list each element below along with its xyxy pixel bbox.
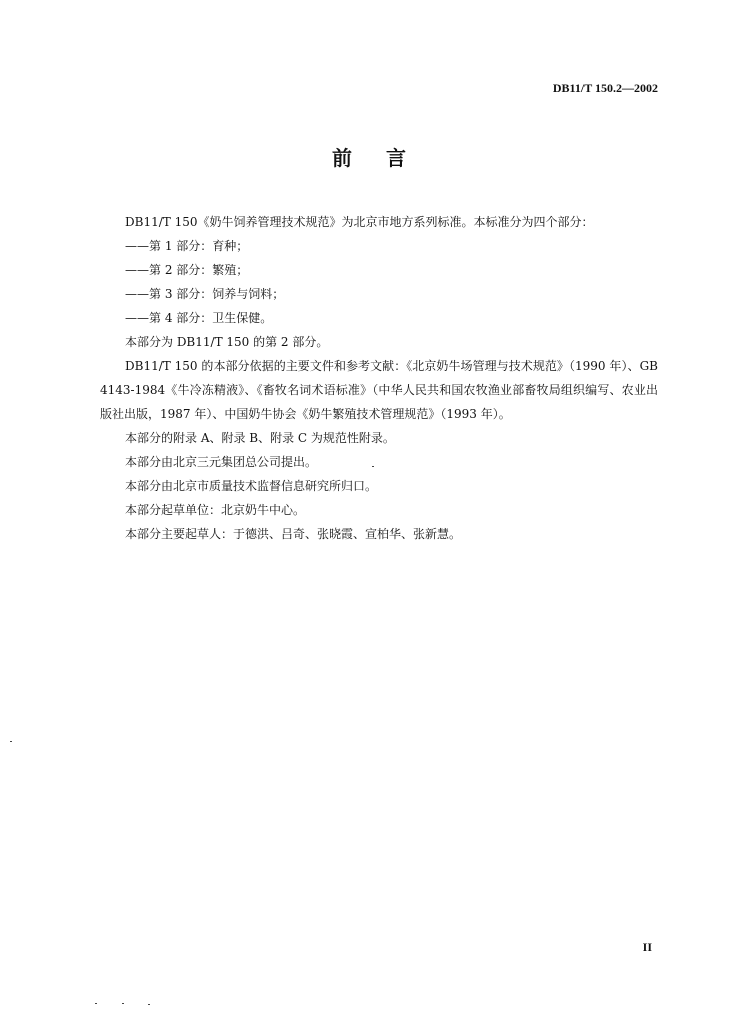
paragraph-centralized-by: 本部分由北京市质量技术监督信息研究所归口。 [125,479,378,493]
paragraph-drafters: 本部分主要起草人：于德洪、吕奇、张晓霞、宣柏华、张新慧。 [125,527,462,541]
paragraph-this-part: 本部分为 DB11/T 150 的第 2 部分。 [125,335,329,349]
list-item-part-1: ——第 1 部分：育种； [125,239,249,253]
page-title: 前言 [332,146,440,170]
scan-speck [372,466,374,467]
scan-speck [10,741,12,742]
paragraph-annexes: 本部分的附录 A、附录 B、附录 C 为规范性附录。 [125,431,395,445]
standard-code: DB11/T 150.2—2002 [552,81,658,95]
list-item-part-2: ——第 2 部分：繁殖； [125,263,249,277]
paragraph-drafting-unit: 本部分起草单位：北京奶牛中心。 [125,503,306,517]
scan-speck [122,1003,124,1004]
page-number: II [642,940,652,954]
paragraph-references: DB11/T 150 的本部分依据的主要文件和参考文献：《北京奶牛场管理与技术规范》（1990 年）、GB 4143-1984《牛冷冻精液》、《畜牧名词术语标准》（中华人民共和国农牧渔业部畜牧局组织编写、农业出版社出版，1987 年）、中国奶牛协会《奶牛繁殖技术管理规范》（1993 年）。 [100,359,658,421]
paragraph-intro: DB11/T 150《奶牛饲养管理技术规范》为北京市地方系列标准。本标准分为四个部分： [125,215,594,229]
scan-speck [148,1004,150,1005]
foreword-body [100,210,658,546]
scan-speck [95,1003,97,1004]
paragraph-proposed-by: 本部分由北京三元集团总公司提出。 [125,455,318,469]
list-item-part-3: ——第 3 部分：饲养与饲料； [125,287,285,301]
list-item-part-4: ——第 4 部分：卫生保健。 [125,311,273,325]
